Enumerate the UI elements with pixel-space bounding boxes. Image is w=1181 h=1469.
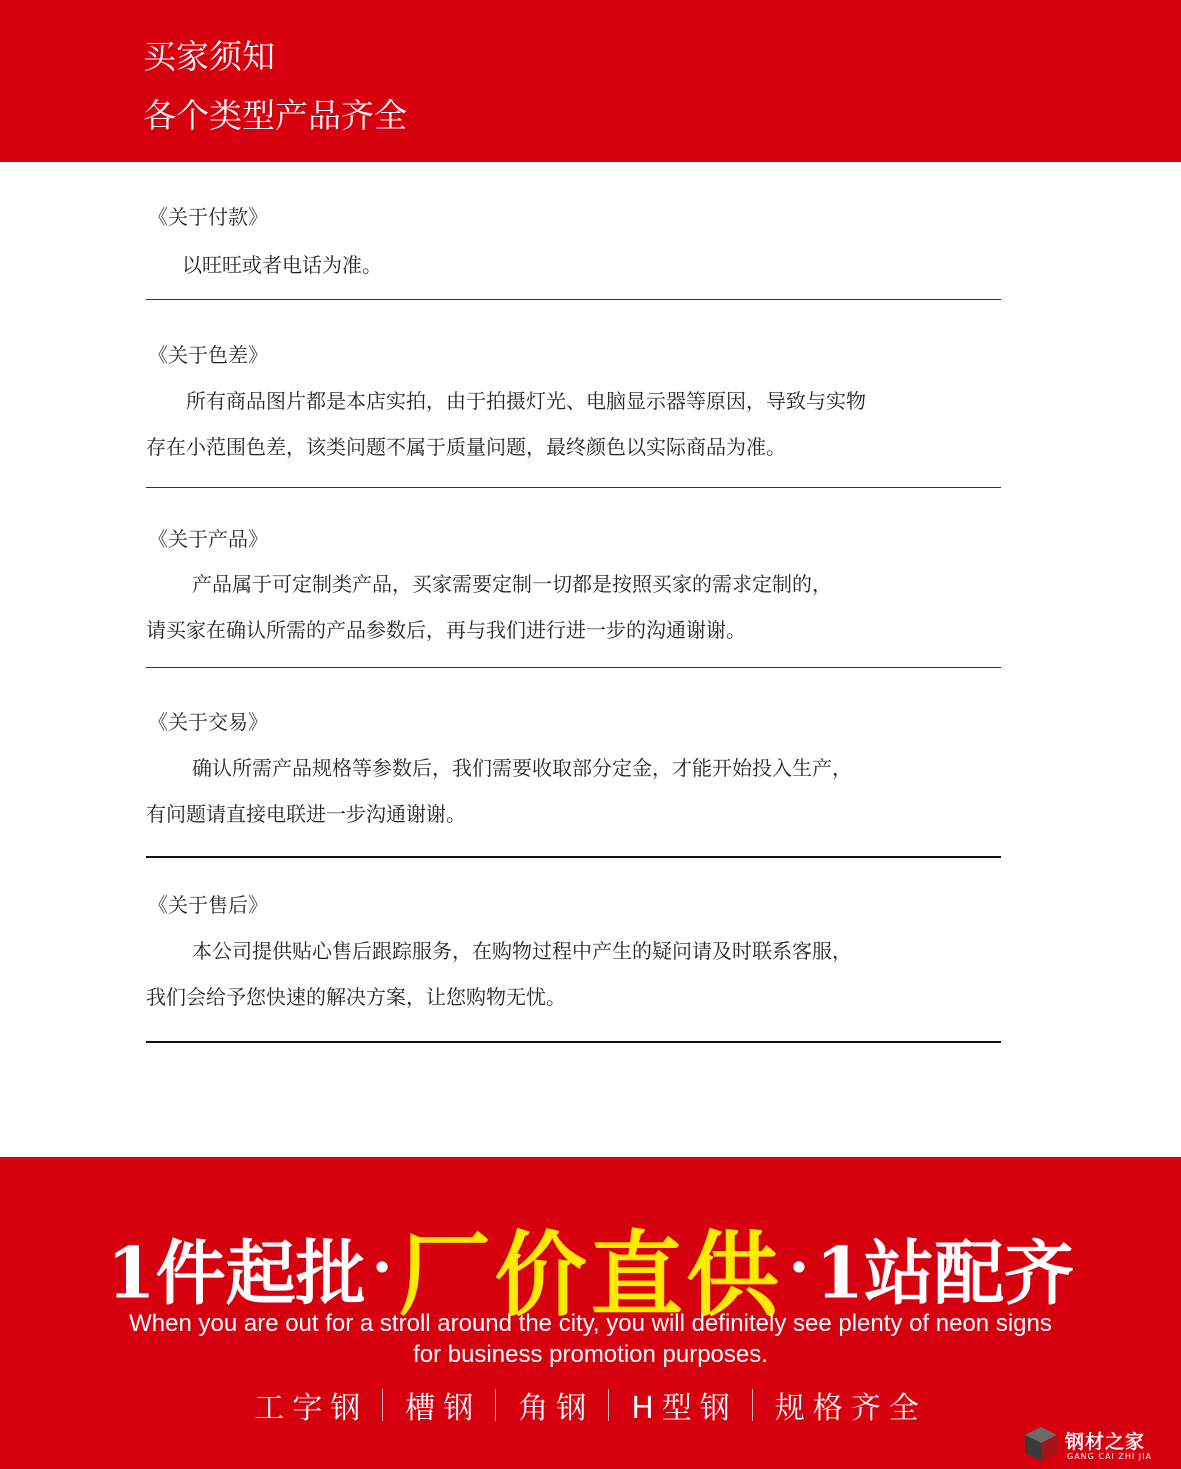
promo-english-text xyxy=(0,1308,1181,1370)
product-h-beam: H型钢 xyxy=(631,1391,738,1426)
section-heading: 《关于色差》 xyxy=(148,343,268,367)
slogan-separator: · xyxy=(371,1233,393,1303)
section-line: 存在小范围色差，该类问题不属于质量问题，最终颜色以实际商品为准。 xyxy=(146,435,786,459)
section-divider xyxy=(146,299,1001,300)
section-line: 我们会给予您快速的解决方案，让您购物无忧。 xyxy=(146,985,566,1009)
product-separator xyxy=(608,1389,609,1421)
slogan-factory-price: 厂价直供 xyxy=(398,1221,783,1329)
section-heading: 《关于售后》 xyxy=(148,893,268,917)
product-separator xyxy=(752,1389,753,1421)
section-line: 有问题请直接电联进一步沟通谢谢。 xyxy=(146,802,466,826)
cube-logo-icon xyxy=(1023,1425,1059,1463)
product-all-specs: 规格齐全 xyxy=(774,1391,927,1426)
logo-name: 钢材之家 xyxy=(1065,1431,1146,1453)
logo-pinyin: GANG CAI ZHI JIA xyxy=(1067,1452,1152,1461)
section-divider xyxy=(146,1041,1001,1043)
section-divider xyxy=(146,667,1001,668)
english-line: for business promotion purposes. xyxy=(413,1341,768,1368)
section-line: 本公司提供贴心售后跟踪服务，在购物过程中产生的疑问请及时联系客服， xyxy=(192,939,852,963)
product-list xyxy=(0,1383,1181,1427)
slogan-separator: · xyxy=(788,1233,810,1303)
section-heading: 《关于付款》 xyxy=(148,205,268,229)
page-subtitle: 各个类型产品齐全 xyxy=(143,96,407,135)
section-heading: 《关于交易》 xyxy=(148,710,268,734)
product-i-beam: 工字钢 xyxy=(254,1391,369,1426)
slogan-min-order: 1件起批 xyxy=(106,1231,366,1315)
product-angle-steel: 角钢 xyxy=(518,1391,595,1426)
brand-logo xyxy=(1023,1425,1173,1465)
section-body xyxy=(146,561,1006,653)
english-line: When you are out for a stroll around the city, you will definitely see plenty of neon signs xyxy=(129,1310,1052,1337)
product-separator xyxy=(382,1389,383,1421)
section-line: 请买家在确认所需的产品参数后，再与我们进行进一步的沟通谢谢。 xyxy=(146,618,746,642)
section-line: 所有商品图片都是本店实拍，由于拍摄灯光、电脑显示器等原因，导致与实物 xyxy=(186,389,866,413)
section-body xyxy=(146,378,1006,470)
section-body xyxy=(146,745,1006,837)
promo-banner xyxy=(0,1157,1181,1469)
section-line: 产品属于可定制类产品，买家需要定制一切都是按照买家的需求定制的， xyxy=(192,572,832,596)
section-body xyxy=(146,242,1006,288)
section-line: 确认所需产品规格等参数后，我们需要收取部分定金，才能开始投入生产， xyxy=(192,756,852,780)
product-channel-steel: 槽钢 xyxy=(405,1391,482,1426)
product-separator xyxy=(495,1389,496,1421)
section-divider xyxy=(146,487,1001,488)
section-body xyxy=(146,928,1006,1020)
section-divider xyxy=(146,856,1001,858)
section-line: 以旺旺或者电话为准。 xyxy=(182,253,382,277)
slogan-one-stop: 1站配齐 xyxy=(815,1231,1075,1315)
page-title: 买家须知 xyxy=(143,37,275,76)
section-heading: 《关于产品》 xyxy=(148,527,268,551)
top-banner xyxy=(0,0,1181,162)
